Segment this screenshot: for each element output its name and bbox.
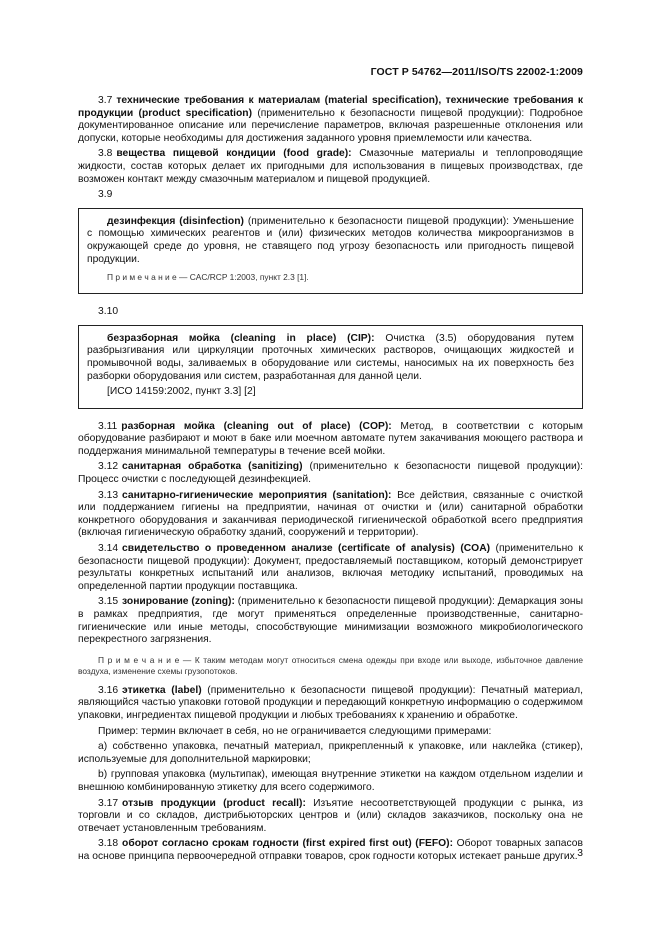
note-text: — CAC/RCP 1:2003, пункт 2.3 [1]. <box>176 272 309 283</box>
term-note <box>87 272 574 283</box>
list-item: b) групповая упаковка (мультипак), имеющая внутренние этикетки на каждом отдельном изделии и внешнюю комбинированную этикетку для всего содержимого. <box>78 769 583 793</box>
term-number: 3.12 <box>98 461 119 473</box>
term-example: Пример: термин включает в себя, но не ограничивается следующими примерами: <box>98 725 492 737</box>
term-3-7 <box>78 95 583 145</box>
term-definition: Метод, в соответствии с которым оборудование разбирают и моют в баке или моечном автомате путем закачивания моющего раствора и поддержания минимальной температуры в течение всей мойки. <box>78 420 583 457</box>
term-title: этикетка (label) <box>122 684 202 696</box>
term-definition: (применительно к безопасности пищевой продукции): Уменьшение с помощью химических реагентов и (или) физических методов количества микроорганизмов в окружающей среде до уровня, не ставящего под угрозу безопасность или пригодность пищевой продукции. <box>87 215 575 265</box>
term-number: 3.8 <box>98 148 113 160</box>
term-3-14 <box>78 543 583 593</box>
term-title: отзыв продукции (product recall): <box>122 797 306 809</box>
term-3-10 <box>87 333 574 383</box>
term-number-3-10: 3.10 <box>98 306 119 318</box>
term-title: санитарно-гигиенические мероприятия (sanitation): <box>122 489 392 501</box>
term-definition: (применительно к безопасности пищевой продукции): Процесс очистки с последующей дезинфекцией. <box>78 461 583 486</box>
term-3-12 <box>78 461 583 486</box>
term-definition: Изъятие несоответствующей продукции с рынка, из торговли и со складов, дистрибьюторских центров и (или) складов заказчиков, поскольку она не отвечает установленным требованиям. <box>78 797 583 834</box>
term-definition: (применительно к безопасности пищевой продукции): Демаркация зоны в рамках предприятия, где могут применяться определенные производственные, санитарно-гигиенические или иные методы, способствующие минимизации возможного микробиологического перекрестного загрязнения. <box>78 596 584 646</box>
term-number: 3.16 <box>98 684 119 696</box>
term-definition: (применительно к безопасности пищевой продукции): Печатный материал, являющийся частью упаковки готовой продукции и передающий конкретную информацию о содержимом упаковки, ингредиентах пищевой продукции и любых требованиях к хранению и обработке. <box>78 684 583 721</box>
term-number: 3.15 <box>98 596 119 608</box>
term-title: оборот согласно срокам годности (first expired first out) (FEFO): <box>122 838 454 850</box>
term-3-8 <box>78 148 583 186</box>
term-box-3-9 <box>78 208 583 294</box>
term-title: дезинфекция (disinfection) <box>107 215 244 227</box>
term-3-9 <box>87 216 574 266</box>
term-3-18 <box>78 838 583 863</box>
term-box-3-10 <box>78 325 583 409</box>
term-reference: [ИСО 14159:2002, пункт 3.3] [2] <box>107 386 256 398</box>
term-definition: Смазочные материалы и теплопроводящие жидкости, состав которых делает их пригодными для использования в пищевых производствах, где возможен контакт между смазочным материалом и пищевой продукцией. <box>78 148 583 185</box>
document-body <box>78 95 583 867</box>
term-number: 3.18 <box>98 838 119 850</box>
term-note <box>78 655 583 677</box>
note-text: — К таким методам могут относиться смена одежды при входе или выходе, избыточное давление воздуха, изменение схемы грузопотоков. <box>78 654 583 676</box>
term-number: 3.14 <box>98 543 119 555</box>
term-definition: Все действия, связанные с очисткой или поддержанием гигиены на предприятии, начиная от очистки и (или) санитарной обработки конкретного оборудования и заканчивая периодической гигиенической обработкой всего предприятия (включая гигиеническую обработку зданий, сооружений и территории). <box>78 489 583 539</box>
term-3-16 <box>78 685 583 723</box>
page-number: 3 <box>577 848 583 859</box>
term-definition: (применительно к безопасности пищевой продукции): Подробное документированное описание или перечисление параметров, включая разрешенные отклонения или допуски, которые необходимы для достижения заданного уровня приемлемости или качества. <box>78 107 583 144</box>
term-number: 3.17 <box>98 797 119 809</box>
term-3-11 <box>78 421 583 459</box>
term-title: безразборная мойка (cleaning in place) (CIP): <box>107 332 375 344</box>
term-number: 3.11 <box>98 420 118 432</box>
term-title: вещества пищевой кондиции (food grade): <box>116 148 352 160</box>
note-label: П р и м е ч а н и е <box>98 654 180 665</box>
term-number-3-9: 3.9 <box>98 189 113 201</box>
list-item: а) собственно упаковка, печатный материал, прикрепленный к упаковке, или наклейка (стикер), используемые для дополнительной маркировки; <box>78 741 583 765</box>
page-header: ГОСТ Р 54762—2011/ISO/TS 22002-1:2009 <box>370 66 583 78</box>
term-title: свидетельство о проведенном анализе (certificate of analysis) (COA) <box>122 543 491 555</box>
term-number: 3.13 <box>98 489 119 501</box>
term-title: технические требования к материалам (material specification), технические требования к продукции (product specification) <box>78 95 583 119</box>
term-definition: Очистка (3.5) оборудования путем разбрызгивания или циркуляции проточных химических растворов, очищающих жидкостей и промывочной воды, заливаемых в оборудование или системы, наносимых на их поверхность без разборки оборудования или систем, разработанная для данной цели. <box>87 332 575 382</box>
term-title: разборная мойка (cleaning out of place) (COP): <box>121 420 392 432</box>
term-3-13 <box>78 490 583 540</box>
term-title: санитарная обработка (sanitizing) <box>122 461 303 473</box>
term-number: 3.7 <box>98 95 113 106</box>
term-definition: Оборот товарных запасов на основе принципа первоочередной отправки товаров, срок годности которых истекает раньше других. <box>78 838 583 862</box>
term-title: зонирование (zoning): <box>122 596 235 608</box>
term-3-17 <box>78 798 583 836</box>
term-3-15 <box>78 596 583 646</box>
term-definition: (применительно к безопасности пищевой продукции): Документ, предоставляемый поставщиком, который демонстрирует результаты конкретных испытаний или анализов, включая методику испытаний, проводимых на определенной партии продукции поставщика. <box>78 543 583 592</box>
note-label: П р и м е ч а н и е <box>107 272 177 283</box>
